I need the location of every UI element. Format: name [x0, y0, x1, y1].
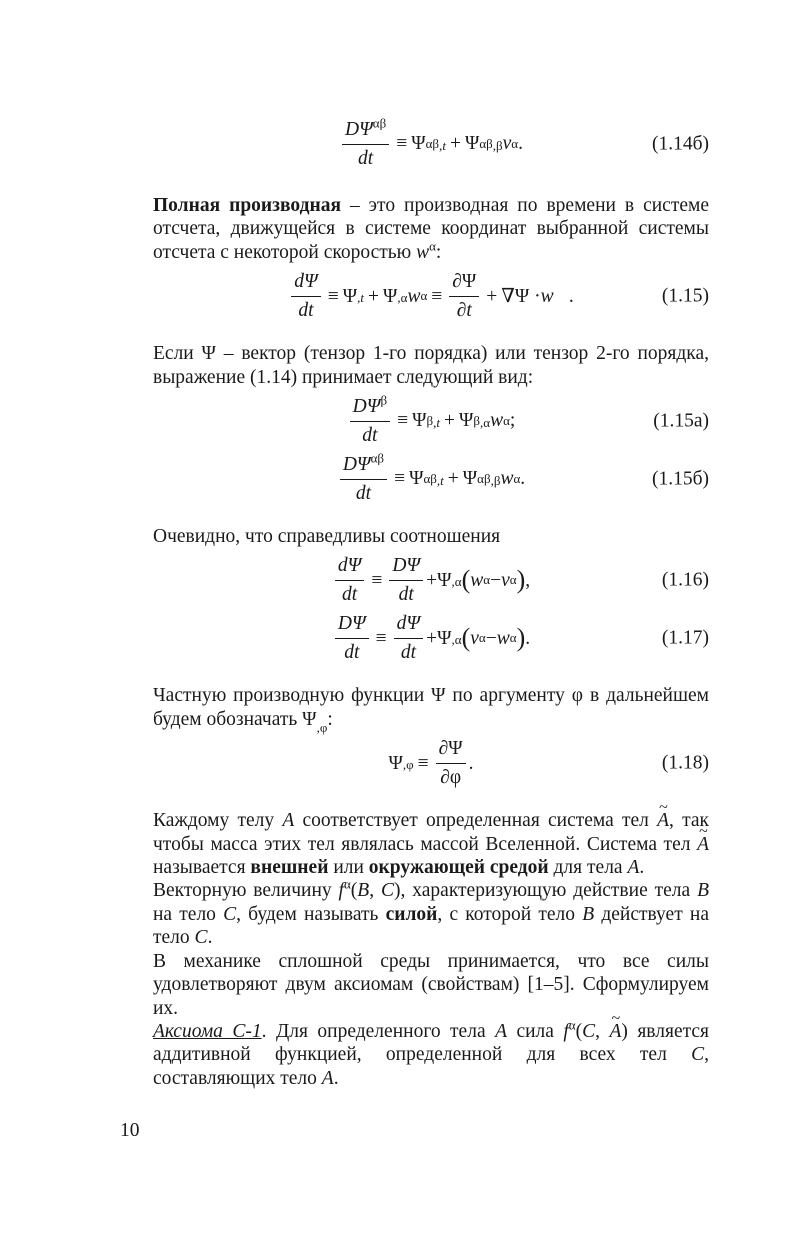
equation-number: (1.15): [661, 285, 709, 307]
equation-1-17: $\frac{D\Psi}{dt}$ ≡ $\frac{d\Psi}{dt}$ + Ψ $_{,\alpha}$ ( v α − w α ) . (1.17): [153, 612, 709, 664]
fraction: $\frac{D\Psi^{\alpha\beta}}{dt}$: [342, 118, 389, 170]
fraction: $\frac{\partial\Psi}{\partial t}$: [449, 270, 479, 322]
paragraph-force: Векторную величину $f^\alpha(B$, C), характеризующую действие тела B на тело C, будем называть силой, с которой тело B действует на тело C.: [153, 876, 710, 949]
equation-1-16: $\frac{d\Psi}{dt}$ ≡ $\frac{D\Psi}{dt}$ + Ψ $_{,\alpha}$ ( w α − v α ) , (1.16): [153, 554, 709, 606]
equation-number: (1.17): [661, 627, 709, 649]
equation-1-18: Ψ $_{,\varphi}$ ≡ $\frac{\partial\Psi}{\partial\varphi}$ . (1.18): [388, 738, 709, 789]
axiom-label: Аксиома С-1: [153, 1020, 262, 1042]
paragraph-axiom: Аксиома С-1. Для определенного тела A сила $f^\alpha(C$, ~ A) является аддитивной функцией, определенной для всех тел C, составляющих тело A.: [153, 1020, 709, 1090]
paragraph-obvious: Очевидно, что справедливы соотношения: [153, 526, 501, 548]
equation-number: (1.15а): [653, 410, 709, 432]
equation-number: (1.18): [661, 752, 709, 774]
fraction: $\frac{D\Psi}{dt}$: [389, 554, 423, 606]
page-number: 10: [120, 1120, 140, 1141]
fraction: $\frac{d\Psi}{dt}$: [335, 554, 364, 606]
paragraph-mechanics: В механике сплошной среды принимается, что все силы удовлетворяют двум аксиомам (свойствам) [1–5]. Сформулируем их.: [153, 950, 709, 1019]
equation-1-15: $\frac{d\Psi}{dt}$ ≡ Ψ $_{,t}$ + Ψ $_{,\alpha}$ w α ≡ $\frac{\partial\Psi}{\partial t}$ + ∇Ψ · w⃗ . (1.15): [153, 270, 709, 322]
equation-1-15a: $\frac{D\Psi^\beta}{dt}$ ≡ Ψ β $_{,t}$ + Ψ β $_{,\alpha}$ w α ; (1.15а): [153, 395, 709, 447]
equation-number: (1.14б): [651, 133, 709, 155]
fraction: $\frac{d\Psi}{dt}$: [291, 270, 320, 322]
equation-1-15b: $\frac{D\Psi^{\alpha\beta}}{dt}$ ≡ Ψ αβ $_{,t}$ + Ψ αβ $_{,\beta}$ w α . (1.15б): [153, 453, 709, 505]
paragraph-full-derivative: Полная производная – это производная по времени в системе отсчета, движущейся в системе координат выбранной системы отсчета с некоторой скоростью $w^\alpha$:: [153, 195, 709, 263]
term-bold: Полная производная: [153, 195, 341, 216]
equation-number: (1.16): [661, 569, 709, 591]
fraction: $\frac{D\Psi^{\alpha\beta}}{dt}$: [340, 453, 387, 505]
paragraph-partial: Частную производную функции Ψ по аргументу φ в дальнейшем будем обозначать $\Psi_{,\varphi}$:: [153, 685, 709, 735]
fraction: $\frac{d\Psi}{dt}$: [394, 612, 423, 664]
equation-number: (1.15б): [651, 468, 709, 490]
fraction: $\frac{D\Psi^\beta}{dt}$: [350, 395, 390, 447]
fraction: $\frac{\partial\Psi}{\partial\varphi}$: [436, 737, 466, 789]
fraction: $\frac{D\Psi}{dt}$: [335, 612, 369, 664]
paragraph-vector: Если Ψ – вектор (тензор 1-го порядка) или тензор 2-го порядка, выражение (1.14) принимает следующий вид:: [153, 343, 709, 388]
equation-1-14b: $\frac{D\Psi^{\alpha\beta}}{dt}$ ≡ Ψ αβ $_{,t}$ + Ψ αβ $_{,\beta}$ v α . (1.14б): [153, 118, 709, 170]
page-content: [153, 112, 709, 1090]
paragraph-body: Каждому телу A соответствует определенная система тел ~ A, так чтобы масса этих тел являлась массой Вселенной. Система тел ~ A называется внешней или окружающей средой для тела A.: [153, 809, 709, 879]
